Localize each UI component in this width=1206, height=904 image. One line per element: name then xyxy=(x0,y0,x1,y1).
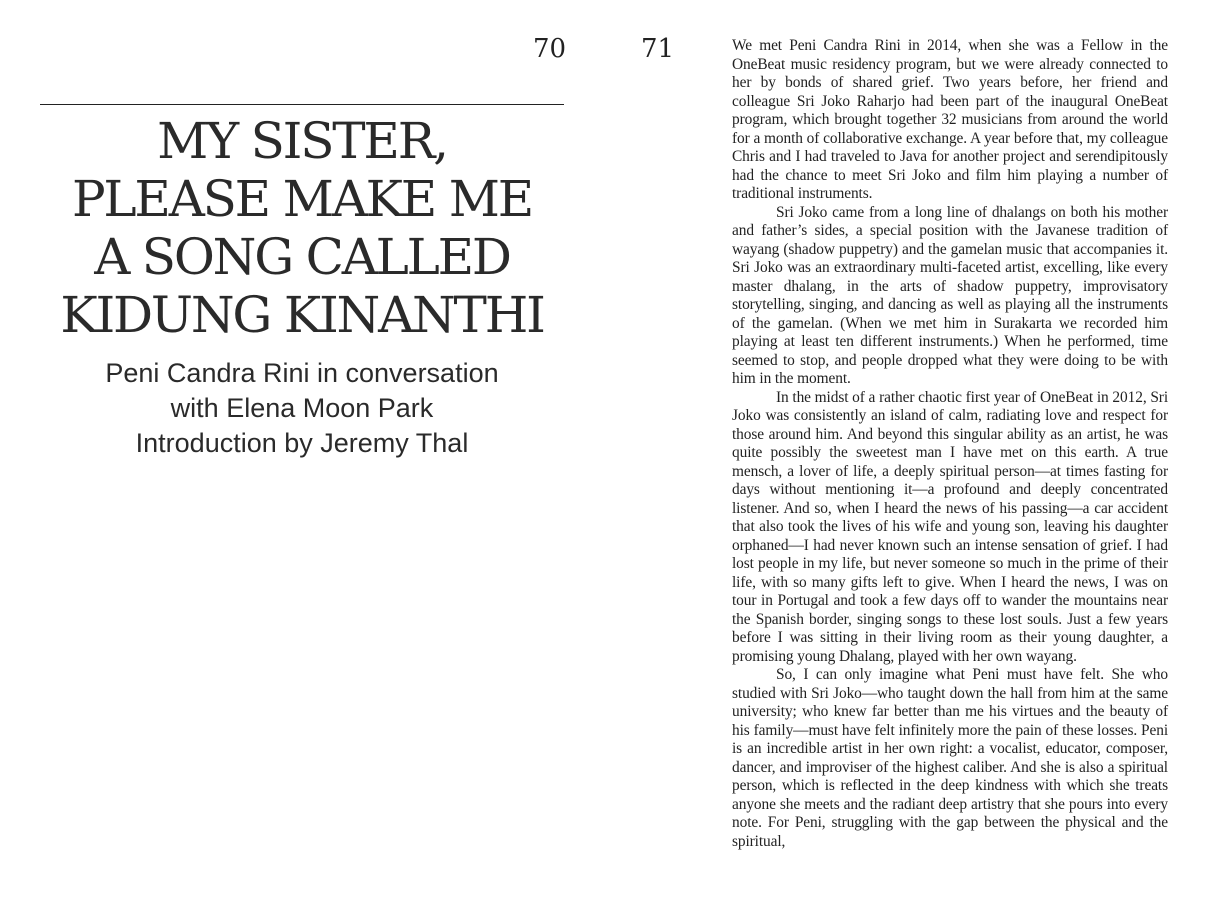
byline-line: with Elena Moon Park xyxy=(170,393,434,423)
paragraph: In the midst of a rather chaotic first year of OneBeat in 2012, Sri Joko was consistently an island of calm, radiating love and respect for those around him. And beyond this singular ability as an artist, he was quite possibly the sweetest man I have met on this earth. A true mensch, a lover of life, a deeply spiritual person—at times fasting for days without mentioning it—a profound and deeply concentrated listener. And so, when I heard the news of his passing—a car accident that also took the lives of his wife and young son, leaving his daughter orphaned—I had never known such an intense sensation of grief. I had lost people in my life, but never someone so much in the prime of their life, with so many gifts left to give. When I heard the news, I was on tour in Portugal and took a few days off to wander the mountains near the Spanish border, singing songs to these lost souls. Just a few years before I was sitting in their living room as their young daughter, a promising young Dhalang, played with her own wayang. xyxy=(732,388,1168,665)
body-text xyxy=(732,37,1168,851)
byline-line: Peni Candra Rini in conversation xyxy=(105,358,499,388)
title-line: KIDUNG KINANTHI xyxy=(60,286,544,344)
paragraph: We met Peni Candra Rini in 2014, when she was a Fellow in the OneBeat music residency program, but we were already connected to her by bonds of shared grief. Two years before, her friend and colleague Sri Joko Raharjo had been part of the inaugural OneBeat program, which brought together 32 musicians from around the world for a month of collaborative exchange. A year before that, my colleague Chris and I had traveled to Java for another project and serendipitously had the chance to meet Sri Joko and film him playing a number of traditional instruments. xyxy=(732,37,1168,202)
byline-line: Introduction by Jeremy Thal xyxy=(135,428,469,458)
paragraph: So, I can only imagine what Peni must have felt. She who studied with Sri Joko—who taught down the hall from him at the same university; who knew far better than me his virtues and the beauty of his family—must have felt infinitely more the pain of these losses. Peni is an incredible artist in her own right: a vocalist, educator, composer, dancer, and improviser of the highest caliber. And she is also a spiritual person, which is reflected in the deep kindness with which she treats anyone she meets and the radiant deep artistry that she pours into every note. For Peni, struggling with the gap between the physical and the spiritual, xyxy=(732,666,1168,850)
paragraph: Sri Joko came from a long line of dhalangs on both his mother and father’s sides, a special position with the Javanese tradition of wayang (shadow puppetry) and the gamelan music that accompanies it. Sri Joko was an extraordinary multi-faceted artist, excelling, like every master dhalang, in the arts of shadow puppetry, improvisatory storytelling, singing, and dancing as well as playing all the instruments of the gamelan. (When we met him in Surakarta we recorded him playing at least ten different instruments.) When he performed, time seemed to stop, and people dropped what they were doing to be with him in the moment. xyxy=(732,203,1168,387)
title-line: A SONG CALLED xyxy=(94,228,510,286)
page-number-left: 70 xyxy=(533,34,567,64)
title-rule xyxy=(40,104,564,105)
title-line: PLEASE MAKE ME xyxy=(71,170,533,228)
title-line: MY SISTER, xyxy=(157,112,447,170)
chapter-title xyxy=(40,112,564,344)
byline xyxy=(40,356,564,461)
page-number-right: 71 xyxy=(641,34,675,64)
